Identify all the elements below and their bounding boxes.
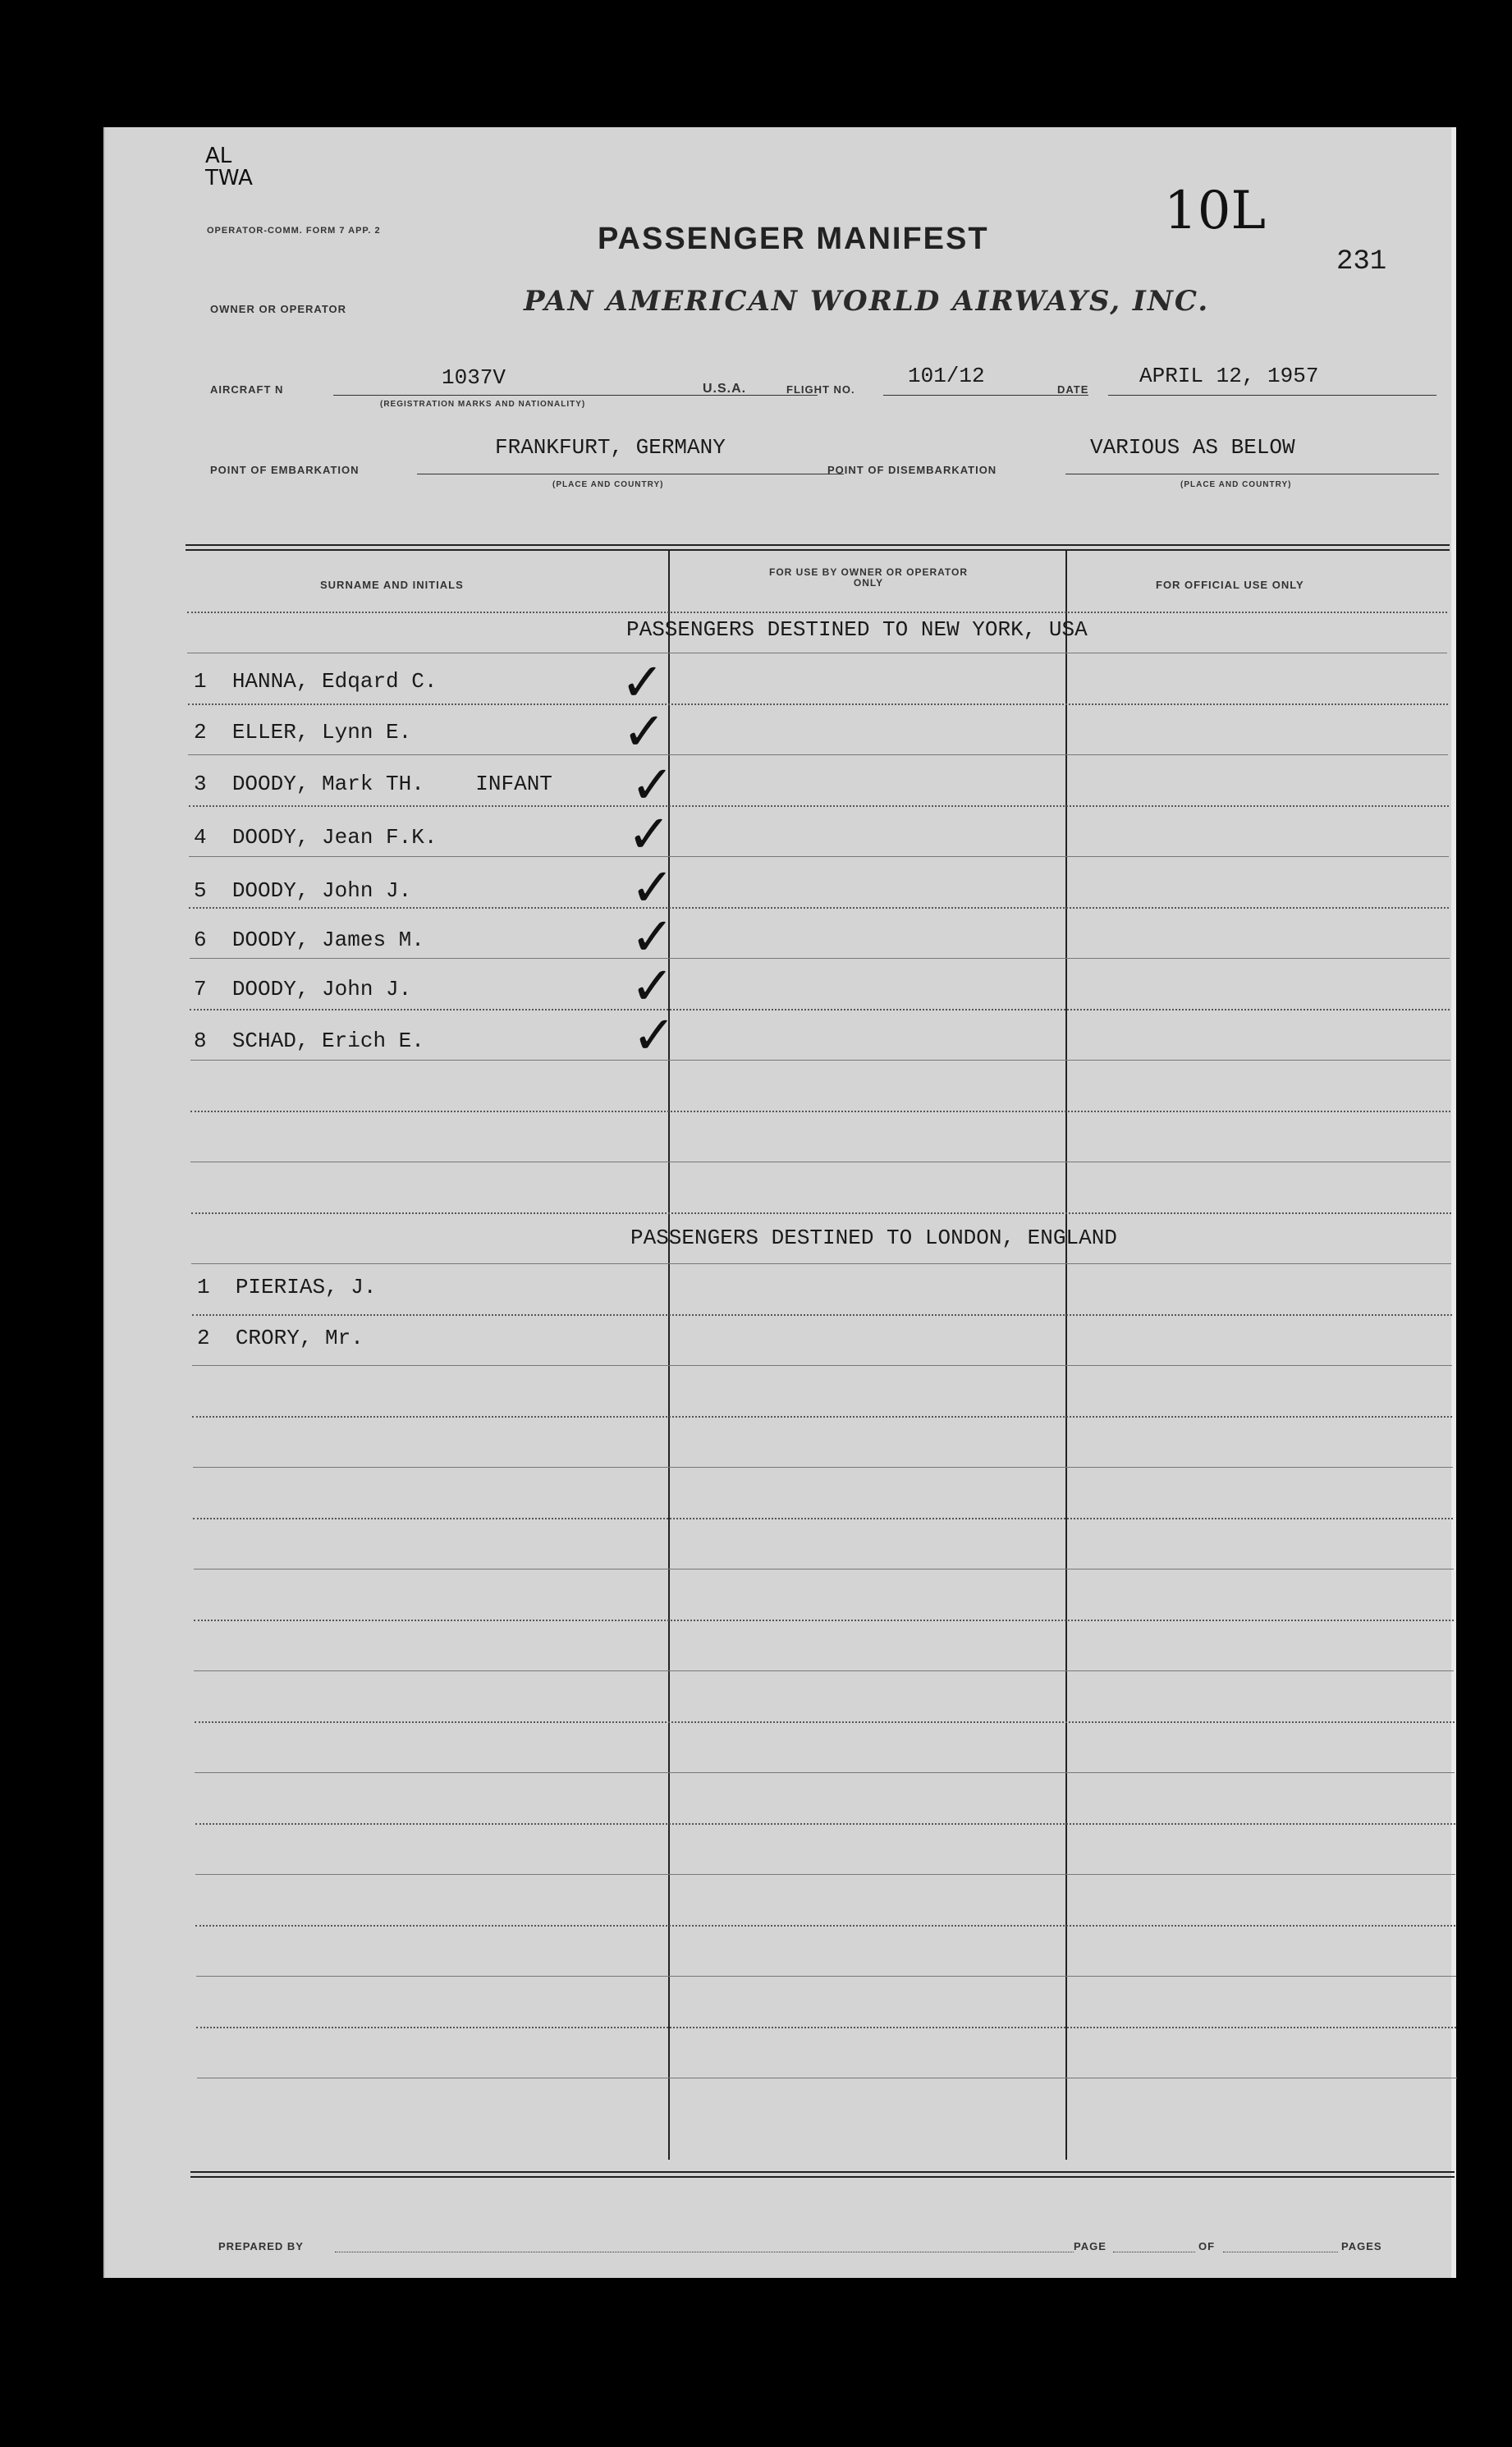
passenger-number: 2 <box>194 720 207 745</box>
table-row-rule <box>192 1416 1452 1418</box>
page-title: PASSENGER MANIFEST <box>598 222 989 256</box>
checkmark-icon: ✓ <box>630 755 675 816</box>
passenger-number: 2 <box>197 1326 210 1350</box>
checkmark-icon: ✓ <box>621 653 665 713</box>
date-value: APRIL 12, 1957 <box>1139 364 1319 388</box>
prepared-by-label: PREPARED BY <box>218 2240 304 2252</box>
list-item <box>194 772 552 796</box>
page-label: PAGE <box>1074 2240 1107 2252</box>
of-label: OF <box>1198 2240 1216 2252</box>
passenger-name: DOODY, John J. <box>231 878 412 903</box>
table-row-rule <box>191 1263 1451 1264</box>
list-item <box>194 928 424 952</box>
list-item <box>194 825 437 850</box>
table-row-rule <box>190 1111 1450 1112</box>
stamp-line: AL <box>205 144 232 168</box>
table-row-rule <box>189 805 1449 807</box>
table-row-rule <box>195 1823 1455 1825</box>
table-row-rule <box>195 1721 1455 1723</box>
col-surname-header: SURNAME AND INITIALS <box>320 579 464 591</box>
passenger-name: DOODY, James M. <box>231 928 424 952</box>
table-row-rule <box>194 1620 1454 1621</box>
manifest-sheet <box>105 127 1451 2278</box>
list-item <box>194 1029 424 1053</box>
list-item <box>197 1326 364 1350</box>
passenger-number: 3 <box>194 772 207 796</box>
embarkation-caption: (PLACE AND COUNTRY) <box>552 480 664 489</box>
table-row-rule <box>190 958 1450 959</box>
embarkation-value: FRANKFURT, GERMANY <box>495 435 726 460</box>
checkmark-icon: ✓ <box>632 1006 676 1066</box>
section-heading: PASSENGERS DESTINED TO NEW YORK, USA <box>626 617 1088 642</box>
handwritten-note: 10L <box>1164 181 1266 241</box>
passenger-number: 1 <box>197 1275 210 1299</box>
disembarkation-caption: (PLACE AND COUNTRY) <box>1180 480 1292 489</box>
flight-value: 101/12 <box>908 364 985 388</box>
table-row-rule <box>193 1518 1453 1519</box>
usa-label: U.S.A. <box>703 382 747 396</box>
table-row-rule <box>189 856 1449 857</box>
passenger-number: 8 <box>194 1029 207 1053</box>
aircraft-label: AIRCRAFT N <box>210 383 284 396</box>
disembarkation-label: POINT OF DISEMBARKATION <box>827 464 997 476</box>
table-row-rule <box>194 1670 1454 1671</box>
table-row-rule <box>187 612 1447 613</box>
passenger-number: 4 <box>194 825 207 850</box>
checkmark-icon: ✓ <box>630 956 675 1017</box>
passenger-name: CRORY, Mr. <box>235 1326 364 1350</box>
table-row-rule <box>195 1772 1455 1773</box>
table-row-rule <box>188 754 1448 755</box>
pages-label: PAGES <box>1341 2240 1382 2252</box>
aircraft-value: 1037V <box>442 365 506 390</box>
passenger-number: 7 <box>194 977 207 1001</box>
col-official-header: FOR OFFICIAL USE ONLY <box>1156 579 1304 591</box>
table-row-rule <box>190 1060 1450 1061</box>
checkmark-icon: ✓ <box>622 702 667 763</box>
table-row-rule <box>195 1925 1455 1927</box>
form-code: OPERATOR-COMM. FORM 7 APP. 2 <box>207 226 381 236</box>
checkmark-icon: ✓ <box>630 858 675 919</box>
list-item <box>194 977 411 1001</box>
airline-name: PAN AMERICAN WORLD AIRWAYS, INC. <box>524 285 1210 318</box>
passenger-number: 5 <box>194 878 207 903</box>
passenger-name: SCHAD, Erich E. <box>231 1029 424 1053</box>
list-item <box>194 669 437 694</box>
passenger-name: HANNA, Edqard C. <box>231 669 438 694</box>
disembarkation-value: VARIOUS AS BELOW <box>1090 435 1295 460</box>
passenger-name: PIERIAS, J. <box>235 1275 377 1299</box>
table-bottom-rule <box>190 2171 1455 2173</box>
table-row-rule <box>196 1976 1456 1977</box>
page-number: 231 <box>1336 246 1387 277</box>
passenger-name: DOODY, John J. <box>231 977 412 1001</box>
table-row-rule <box>189 907 1449 909</box>
table-row-rule <box>193 1467 1453 1468</box>
table-row-rule <box>195 1874 1455 1875</box>
column-divider-2 <box>1065 551 1067 2160</box>
corner-stamp <box>205 145 253 190</box>
table-row-rule <box>188 703 1448 705</box>
passenger-name: DOODY, Mark TH. <box>231 772 424 796</box>
table-row-rule <box>190 1009 1450 1010</box>
registration-caption: (REGISTRATION MARKS AND NATIONALITY) <box>380 400 586 409</box>
checkmark-icon: ✓ <box>627 804 671 865</box>
table-row-rule <box>192 1314 1452 1316</box>
flight-label: FLIGHT NO. <box>786 383 855 396</box>
table-top-rule <box>186 544 1450 546</box>
stamp-line: TWA <box>205 166 253 191</box>
table-row-rule <box>191 1212 1451 1214</box>
table-row-rule <box>196 2027 1456 2028</box>
date-label: DATE <box>1057 383 1089 396</box>
list-item <box>197 1275 376 1299</box>
list-item <box>194 878 411 903</box>
col-owner-header: FOR USE BY OWNER OR OPERATOR ONLY <box>768 566 969 589</box>
passenger-number: 6 <box>194 928 207 952</box>
section-heading: PASSENGERS DESTINED TO LONDON, ENGLAND <box>630 1226 1117 1250</box>
owner-label: OWNER OR OPERATOR <box>210 303 347 315</box>
table-row-rule <box>192 1365 1452 1366</box>
list-item <box>194 720 411 745</box>
checkmark-icon: ✓ <box>630 907 675 968</box>
table-bottom-rule-2 <box>190 2176 1455 2178</box>
passenger-number: 1 <box>194 669 207 694</box>
table-top-rule-2 <box>186 549 1450 551</box>
date-line <box>1108 395 1436 396</box>
passenger-name: DOODY, Jean F.K. <box>231 825 438 850</box>
passenger-note: INFANT <box>475 772 552 796</box>
passenger-name: ELLER, Lynn E. <box>231 720 412 745</box>
embarkation-label: POINT OF EMBARKATION <box>210 464 360 476</box>
